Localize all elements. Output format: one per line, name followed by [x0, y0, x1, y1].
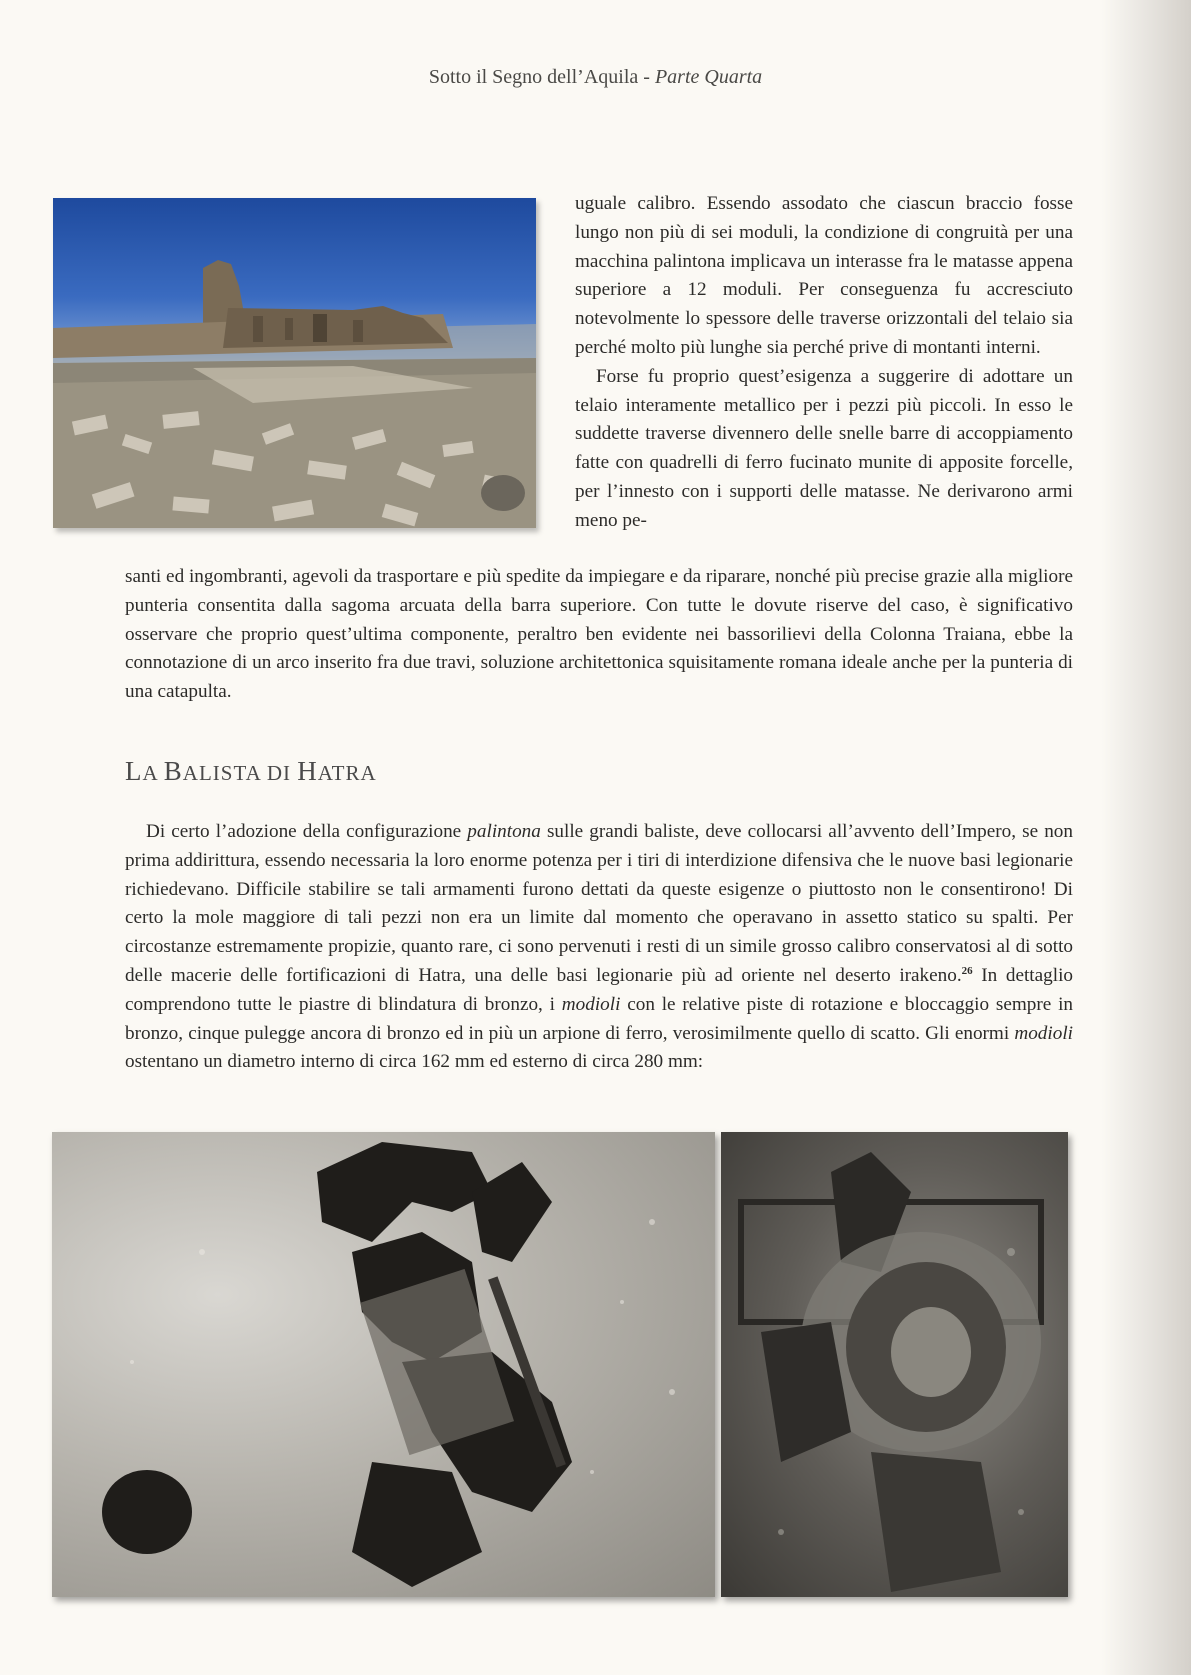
heading-smallcaps: ATRA: [317, 761, 377, 785]
text-run: con le relative piste di rotazione e bloccaggio sempre in bronzo, cinque pulegge ancora di bronzo ed in più un arpione di ferro, verosimilmente quello di scatto. Gli enormi: [125, 993, 1073, 1044]
running-header: [0, 66, 1191, 89]
right-column-text: [575, 190, 1073, 536]
column-paragraph: uguale calibro. Essendo assodato che ciascun braccio fosse lungo non più di sei moduli, la condizione di congruità per una macchina palintona implicava un interasse fra le matasse appena superiore a 12 moduli. Per conseguenza fu accresciuto notevolmente lo spessore delle traverse orizzontali del telaio sia perché molto più lunghe sia perché prive di montanti interni.: [575, 193, 1073, 358]
excavation-photo-right: [721, 1132, 1068, 1597]
text-run: In dettaglio comprendono tutte le piastre di blindatura di bronzo, i: [125, 964, 1074, 1015]
excavation-photo-left: [52, 1132, 715, 1597]
column-paragraph: Forse fu proprio quest’esigenza a suggerire di adottare un telaio interamente metallico per i pezzi più piccoli. In esso le suddette traverse divennero delle snelle barre di accoppiamento fatte con quadrelli di ferro fucinato munite di apposite forcelle, per l’innesto con i supporti delle matasse. Ne derivarono armi meno pe-: [575, 365, 1073, 531]
text-run: sulle grandi baliste, deve collocarsi all’avvento dell’Impero, se non prima addirittura, essendo necessaria la loro enorme potenza per i tiri di interdizione difensiva che le nuove basi legionarie richiedevano. Difficile stabilire se tali armamenti furono dettati da queste esigenze o piuttosto non le consentirono! Di certo la mole maggiore di tali pezzi non era un limite dal momento che operavano in assetto statico su spalti. Per circostanze estremamente propizie, quanto rare, ci sono pervenuti i resti di un simile grosso calibro conservatosi al di sotto delle macerie delle fortificazioni di Hatra, una delle basi legionarie più ad oriente nel deserto irakeno.: [125, 821, 1073, 986]
part-title: Parte Quarta: [654, 66, 763, 88]
italic-term: modioli: [561, 993, 621, 1015]
heading-smallcaps: A: [142, 761, 164, 785]
full-width-paragraph: [125, 563, 1073, 707]
footnote-ref: 26: [961, 964, 973, 977]
book-title: Sotto il Segno dell’Aquila: [428, 66, 639, 88]
continued-paragraph: santi ed ingombranti, agevoli da trasportare e più spedite da impiegare e da riparare, nonché più precise grazie alla migliore punteria consentita dalla sagoma arcuata della barra superiore. Con tutte le dovute riserve del caso, è significativo osservare che proprio quest’ultima componente, peraltro ben evidente nei bassorilievi della Colonna Traiana, ebbe la connotazione di un arco inserito fra due travi, soluzione architettonica squisitamente romana ideale anche per la punteria di una catapulta.: [125, 566, 1073, 703]
header-separator: -: [643, 66, 650, 88]
heading-letter: B: [163, 756, 183, 786]
text-run: ostentano un diametro interno di circa 162 mm ed esterno di circa 280 mm:: [125, 1051, 704, 1073]
section-body: [125, 818, 1073, 1077]
section-paragraph: [125, 818, 1073, 1077]
heading-letter: L: [125, 756, 143, 786]
section-heading: [125, 756, 377, 787]
italic-term: palintona: [467, 821, 541, 842]
hatra-ruins-photo: [53, 198, 536, 528]
text-run: Di certo l’adozione della configurazione: [146, 821, 468, 842]
heading-smallcaps: DI: [266, 761, 298, 785]
heading-smallcaps: ALISTA: [182, 761, 267, 785]
page-edge-shadow: [1101, 0, 1191, 1675]
heading-letter: H: [297, 756, 318, 786]
italic-term: modioli: [1014, 1022, 1073, 1044]
